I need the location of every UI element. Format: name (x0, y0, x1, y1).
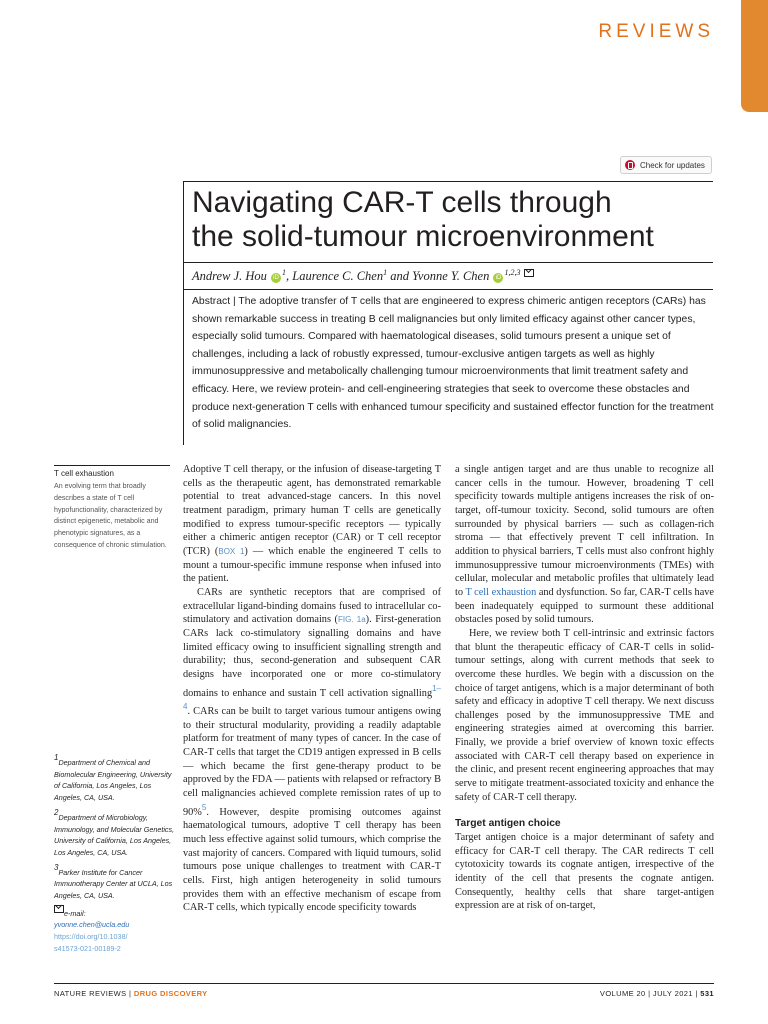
paragraph-text: . CARs can be built to target various tumour antigens owing to their structural modularity, providing a readily adaptable platform for treatment of many types of cancer. In the case of CAR-T cells that target the CD19 antigen expressed in B cells — which became the first gene-therapy product to be approved by the FDA — patients with relapsed or refractory B cell malignancies achieved complete remission rates of up to 90% (183, 706, 441, 818)
journal-footer (54, 989, 208, 998)
bookmark-icon (625, 160, 635, 170)
title-line-1: Navigating CAR-T cells through (192, 186, 612, 219)
abstract-label: Abstract (192, 296, 231, 307)
title-top-rule (183, 181, 713, 182)
section-label: REVIEWS (598, 21, 714, 42)
doi-link[interactable] (54, 931, 176, 954)
abstract-text: The adoptive transfer of T cells that are engineered to express chimeric antigen receptors (CARs) has shown remarkable success in treating B cell malignancies but only limited efficacy against other cancer types, especially solid tumours. Compared with haematological diseases, solid tumours present a unique set of challenges, including a lack of robustly expressed, tumour-exclusive antigen targets as well as highly immunosuppressive and metabolically challenging tumour microenvironments that limit treatment safety and efficacy. Here, we review protein- and cell-engineering strategies that seek to overcome these obstacles and produce next-generation T cells with enhanced tumour specificity and sustained effector function for the treatment of solid malignancies. (192, 296, 714, 431)
paragraph (183, 463, 441, 586)
mail-icon[interactable] (524, 269, 534, 277)
glossary-term: T cell exhaustion (54, 469, 114, 478)
paragraph-text: Adoptive T cell therapy, or the infusion of disease-targeting T cells as the therapeutic agent, has demonstrated remarkable potential to treat advanced-stage cancers. In this novel treatment paradigm, primary human T cells are genetically modified to express tumour-specific receptors — typically either a chimeric antigen receptor (CAR) or T cell receptor (TCR) ( (183, 464, 441, 557)
citation-link[interactable]: 5 (201, 802, 207, 812)
author-name: , Laurence C. Chen (286, 269, 384, 283)
body-column-right (455, 463, 714, 913)
paragraph-text: a single antigen target and are thus unable to recognize all cancer cells in the tumour. However, broadening T cell specificity towards multiple antigens increases the risk of on-target, off-tumour toxicity. Second, solid tumours are often surrounded by physical barriers — such as collagen-rich stroma — that effectively prevent T cell infiltration. In addition to physical barriers, T cells must also confront highly immunosuppressive tumour microenvironments (TMEs) with cellular, molecular and metabolic profiles that ultimately lead to (455, 464, 714, 598)
author-affiliation: 1 (383, 268, 388, 277)
abstract (192, 293, 714, 434)
author-affiliation: 1,2,3 (504, 268, 521, 277)
page-number: 531 (700, 989, 714, 998)
affiliation-text: Department of Microbiology, Immunology, and Molecular Genetics, University of California, Los Angeles, Los Angeles, CA, USA. (54, 812, 175, 857)
affiliation-2 (54, 807, 176, 859)
issue-footer (600, 989, 714, 998)
doi-line-1: https://doi.org/10.1038/ (54, 932, 128, 942)
title-left-rule (183, 181, 184, 445)
doi-line-2: s41573-021-00189-2 (54, 943, 121, 953)
paragraph (183, 586, 441, 915)
affiliation-1 (54, 752, 176, 804)
email-link[interactable]: yvonne.chen@ucla.edu (54, 920, 130, 930)
authors-rule (183, 289, 713, 290)
check-for-updates-label: Check for updates (640, 160, 705, 170)
volume-info: VOLUME 20 | JULY 2021 (599, 989, 693, 998)
affiliation-number: 3 (54, 862, 59, 872)
citation-link[interactable]: 1–4 (183, 683, 441, 712)
author-name: and Yvonne Y. Chen (387, 269, 490, 283)
mail-icon (54, 905, 64, 913)
paragraph: Here, we review both T cell-intrinsic and extrinsic factors that blunt the therapeutic efficacy of CAR-T cells in solid-tumour settings, along with current methods that seek to overcome these hurdles. We begin with a discussion on the choice of target antigens, which is a major determinant of both safety and efficacy in adoptive T cell therapy. We next discuss challenges posed by the immunosuppressive TME and engineering strategies aimed at overcoming this barrier. Finally, we provide a brief overview of known toxic effects associated with CAR-T cell therapy based on experience in the clinic, and present recent engineering approaches that may serve to mitigate treatment-associated toxicity and enhance the safety of CAR-T cell therapy. (455, 627, 714, 803)
figure-reference-link[interactable]: FIG. 1a (337, 615, 366, 625)
author-name: Andrew J. Hou (192, 269, 267, 283)
paragraph-text: ). First-generation CARs lack co-stimulatory signalling domains and have limited efficacy owing to insufficient signalling strength and durability; thus, second-generation and subsequent CAR designs have incorporated one or more co-stimulatory domains to enhance and sustain T cell activation signalling (183, 614, 441, 699)
paragraph-text: . However, despite promising outcomes against haematological tumours, adoptive T cell therapy has been much less effective against solid tumours, which comprise the vast majority of cancers. Compared with liquid tumours, solid tumours pose unique challenges to treatment with CAR-T cells. First, high antigen heterogeneity in solid tumours provides them with an effective mechanism of escape from CAR-T cells, which typically encode specificity towards (183, 806, 441, 914)
paragraph: Target antigen choice is a major determinant of safety and efficacy for CAR-T cell therapy. The CAR redirects T cell cytotoxicity towards its cognate antigen, irrespective of the identity of the cell that presents the cognate antigen. Consequently, healthy cells that share target-antigen expression are at risk of on-target, (455, 832, 714, 912)
orcid-icon[interactable]: iD (493, 273, 503, 283)
abstract-separator: | (230, 296, 239, 307)
glossary-link[interactable]: T cell exhaustion (465, 586, 537, 598)
footer-rule (54, 983, 714, 984)
email-label: e-mail: (64, 908, 86, 918)
paragraph-text: and dysfunction. So far, CAR-T cells have been inadequately equipped to surmount these additional obstacles posed by solid tumours. (455, 586, 714, 626)
article-title (192, 186, 712, 254)
orcid-icon[interactable]: iD (271, 273, 281, 283)
paragraph-text: ) — which enable the engineered T cells to mount a tumour-specific immune response when infused into the patient. (183, 545, 441, 585)
affiliation-3 (54, 862, 176, 902)
affiliation-number: 1 (54, 753, 59, 762)
paragraph (455, 463, 714, 627)
affiliation-text: Department of Chemical and Biomolecular Engineering, University of California, Los Angeles, Los Angeles, CA, USA. (54, 758, 172, 803)
footer-separator: | (692, 989, 701, 998)
glossary-rule (54, 465, 170, 466)
title-line-2: the solid-tumour microenvironment (192, 220, 654, 253)
author-affiliation: 1 (282, 268, 286, 277)
box-reference-link[interactable]: BOX 1 (218, 546, 245, 556)
author-list (192, 268, 712, 284)
journal-name: NATURE REVIEWS (54, 989, 127, 998)
section-tab (741, 0, 768, 112)
journal-section: DRUG DISCOVERY (133, 989, 208, 998)
body-column-left (183, 463, 441, 915)
section-heading: Target antigen choice (455, 818, 561, 830)
affiliation-text: Parker Institute for Cancer Immunotherapy Center at UCLA, Los Angeles, CA, USA. (54, 867, 173, 901)
email-line (54, 905, 176, 920)
title-bottom-rule (183, 262, 713, 263)
check-for-updates-button[interactable] (620, 156, 712, 174)
footer-separator: | (126, 989, 134, 998)
affiliation-number: 2 (54, 807, 59, 817)
glossary-definition: An evolving term that broadly describes a state of T cell hypofunctionality, characterized by distinct epigenetic, metabolic and phenotypic signatures, as a consequence of chronic stimulation. (54, 482, 167, 549)
paragraph-text: CARs are synthetic receptors that are comprised of extracellular ligand-binding domains fused to intracellular co-stimulatory and activation domains ( (183, 586, 441, 626)
affiliations (54, 752, 176, 955)
